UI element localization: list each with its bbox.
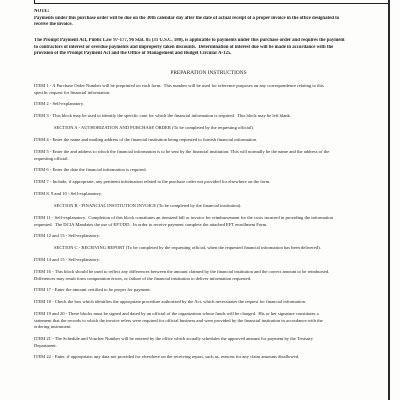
- note-line: receive the invoice.: [34, 22, 73, 27]
- instruction-line: Department.: [34, 342, 57, 348]
- instruction-line: requested. The DCIA Mandates the use of EFT/DD. In order to receive payment complete the attached EFT enrollment Form.: [34, 221, 268, 227]
- instruction-line: requesting official.: [34, 155, 69, 161]
- instruction-line: ITEM 7 - Include, if appropriate, any pertinent information related to the purchase order not provided for elsewhere on the form.: [34, 179, 271, 184]
- note-line: Payments under this purchase order will be due on the 30th calendar day after the date of actual receipt of a proper invoice in the office designated to: [34, 15, 340, 21]
- instruction-line: specific request for financial information.: [34, 89, 111, 95]
- form-box-border: [34, 0, 390, 4]
- instruction-line: ITEM 2 - Self-explanatory.: [34, 101, 84, 106]
- prompt-pay-line: The Prompt Payment Act, Public Law 97-177, 96 Stat. 85 (31 U.S.C. 180), is applicable to payments under this purchase order and requires the payment: [34, 38, 345, 43]
- instruction-line: Differences may result form computation errors, or failure of the financial institution to deliver information requested.: [34, 275, 252, 281]
- instruction-line: ITEM 21 - The Schedule and Voucher Number will be entered by the office which actually schedules the approved amount for payment by the Treasury: [34, 336, 314, 341]
- instruction-line: ITEM 8, 9 and 10 - Self-explanatory.: [34, 191, 103, 196]
- instruction-line: ITEM 16 - This block should be used to reflect any differences between the amount claimed by the financial institution and the correct amount to be reimbursed.: [34, 269, 330, 274]
- section-heading: SECTION A - AUTHORIZATION AND PURCHASE ORDER (To be completed by the requesting official).: [54, 125, 254, 130]
- prompt-pay-line: to contractors of interest or overdue payments and improperly taken discounts. Determination of interest due will be made in accordance with the: [34, 44, 334, 50]
- section-heading: SECTION C - RECEIVING REPORT (To be completed by the requesting official, when the requested financial information has been delivered).: [54, 245, 321, 250]
- instruction-line: ITEM 1 - A Purchase Order Number will be preprinted on each form. This number will be used for reference purposes on any correspondence relating to this: [34, 83, 324, 88]
- page-edge-rule: [388, 0, 390, 400]
- instruction-line: ITEM 19 and 20 - These blocks must be signed and dated by an official of the organization whose funds will be charged. His or her signature constitutes a: [34, 311, 319, 316]
- instruction-line: ITEM 11 - Self-explanatory. Completion of this block constitutes an itemized bill or invoice for reimbursement for the costs incurred in providing the information: [34, 215, 333, 220]
- instruction-line: statement that the records to which the invoice refers were required for official business and were provided by the financial institution in accordance with the: [34, 317, 323, 323]
- instruction-line: ordering instrument.: [34, 324, 72, 329]
- instruction-line: ITEM 17 - Enter the amount certified to be proper for payment.: [34, 287, 151, 292]
- instruction-line: ITEM 6 - Enter the date the financial information is required.: [34, 167, 147, 172]
- note-heading: NOTE:: [34, 9, 50, 14]
- prompt-pay-line: provision of the Prompt Payment Act and the Office of Management and Budget Circular A-125.: [34, 51, 232, 56]
- instruction-line: ITEM 22 - Enter, if appropriate, any data not provided for elsewhere on the receiving report, such as, reasons for any claim amounts disallowed.: [34, 354, 300, 359]
- section-heading: SECTION B - FINANCIAL INSTITUTION INVOICE (To be completed by the financial institution).: [54, 203, 242, 208]
- instruction-line: ITEM 4 - Enter the name and mailing address of the financial institution being requested to furnish financial information.: [34, 137, 258, 142]
- instructions-title: PREPARATION INSTRUCTIONS: [170, 70, 247, 76]
- instruction-line: ITEM 14 and 15 - Self-explanatory.: [34, 257, 100, 262]
- instruction-line: ITEM 3 - This block may be used to identify the specific case for which the financial information is required. This block may be left blank.: [34, 113, 292, 118]
- instruction-line: ITEM 18 - Check the box which identifies the appropriate procedure authorized by the Act, which necessitates the request for financial information.: [34, 299, 307, 304]
- instruction-line: ITEM 5 - Enter the and address to which the financial information is to be sent by the financial institution. This will normally be the name and the address of the: [34, 149, 330, 154]
- instruction-line: ITEM 12 and 13 - Self-explanatory.: [34, 233, 100, 238]
